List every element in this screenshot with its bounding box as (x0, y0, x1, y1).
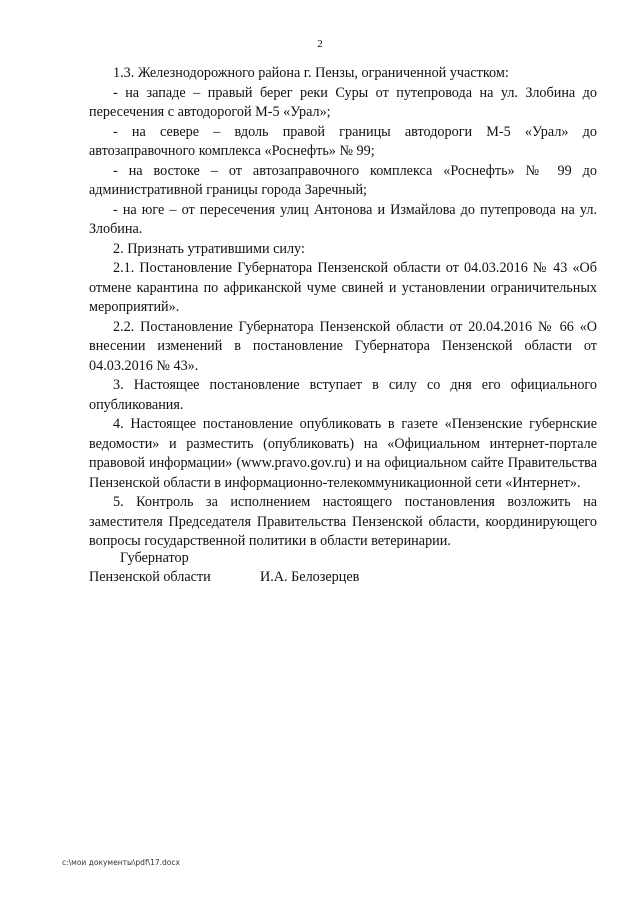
paragraph: 4. Настоящее постановление опубликовать в газете «Пензенские губернские ведомости» и разместить (опубликовать) на «Официальном интернет-портале правовой информации» (www.pravo.gov.ru) и на официальном сайте Правительства Пензенской области в информационно-телекоммуникационной сети «Интернет». (89, 416, 597, 491)
signature-title-line2: Пензенской области (89, 569, 211, 585)
paragraph: - на востоке – от автозаправочного комплекса «Роснефть» № 99 до административной границы города Заречный; (89, 162, 597, 198)
paragraph: - на юге – от пересечения улиц Антонова и Измайлова до путепровода на ул. Злобина. (89, 201, 597, 237)
paragraph: 3. Настоящее постановление вступает в силу со дня его официального опубликования. (89, 377, 597, 413)
paragraph: - на севере – вдоль правой границы автодороги М-5 «Урал» до автозаправочного комплекса «Роснефть» № 99; (89, 123, 597, 159)
file-path-footer: c:\мои документы\pdf\17.docx (62, 858, 180, 867)
paragraph: 2. Признать утратившими силу: (113, 240, 305, 257)
paragraph: 5. Контроль за исполнением настоящего постановления возложить на заместителя Председателя Правительства Пензенской области, координирующего вопросы государственной политики в области ветеринарии. (89, 494, 597, 549)
signature-name: И.А. Белозерцев (260, 569, 360, 585)
paragraph: - на западе – правый берег реки Суры от путепровода на ул. Злобина до пересечения с автодорогой М-5 «Урал»; (89, 84, 597, 120)
paragraph: 2.1. Постановление Губернатора Пензенской области от 04.03.2016 № 43 «Об отмене карантина по африканской чуме свиней и установлении ограничительных мероприятий». (89, 260, 597, 315)
page-number: 2 (317, 38, 323, 50)
paragraph: 2.2. Постановление Губернатора Пензенской области от 20.04.2016 № 66 «О внесении изменений в постановление Губернатора Пензенской области от 04.03.2016 № 43». (89, 318, 597, 374)
signature-title-line1: Губернатор (120, 550, 189, 566)
document-body (89, 64, 597, 552)
paragraph: 1.3. Железнодорожного района г. Пензы, ограниченной участком: (113, 65, 509, 81)
